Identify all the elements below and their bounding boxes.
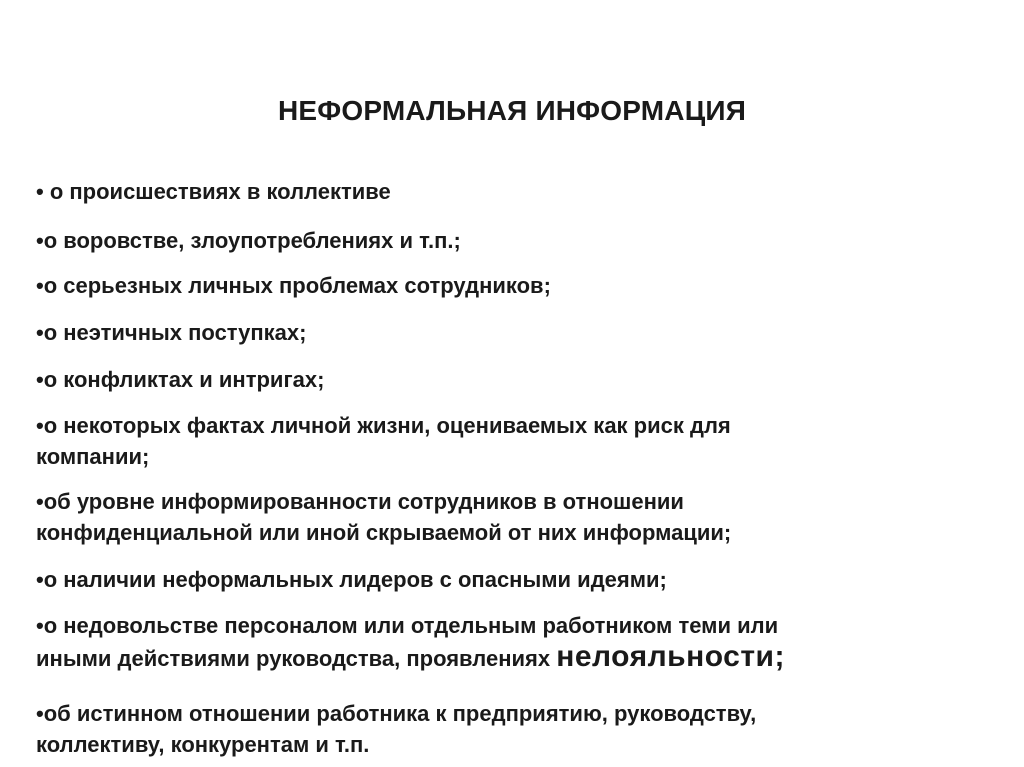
bullet-marker: • xyxy=(36,567,44,592)
item-text: о недовольстве персоналом или отдельным работником теми или xyxy=(43,613,779,638)
list-item xyxy=(36,225,996,256)
item-text-continuation: коллективу, конкурентам и т.п. xyxy=(36,732,370,757)
list-item xyxy=(36,176,996,207)
list-item xyxy=(36,410,996,472)
list-item xyxy=(36,698,996,760)
bullet-marker: • xyxy=(36,413,44,438)
list-item xyxy=(36,364,996,395)
bullet-marker: • xyxy=(36,228,44,253)
bullet-marker: • xyxy=(36,179,50,204)
item-text: о происшествиях в коллективе xyxy=(49,179,391,204)
slide-title: НЕФОРМАЛЬНАЯ ИНФОРМАЦИЯ xyxy=(277,95,747,126)
list-item xyxy=(36,610,996,674)
bullet-marker: • xyxy=(36,367,44,392)
bullet-marker: • xyxy=(36,489,44,514)
item-text: об истинном отношении работника к предприятию, руководству, xyxy=(43,701,757,726)
item-text: о конфликтах и интригах; xyxy=(43,367,325,392)
item-text: о некоторых фактах личной жизни, оцениваемых как риск для xyxy=(43,413,731,438)
item-text: о серьезных личных проблемах сотрудников; xyxy=(43,273,551,298)
item-text: о наличии неформальных лидеров с опасными идеями; xyxy=(43,567,667,592)
bullet-marker: • xyxy=(36,320,44,345)
emphasized-word: нелояльности; xyxy=(556,640,785,673)
item-text-continuation: компании; xyxy=(36,444,150,469)
list-item xyxy=(36,564,996,595)
item-text-continuation: иными действиями руководства, проявлениях xyxy=(36,646,557,671)
bullet-marker: • xyxy=(36,613,44,638)
list-item xyxy=(36,486,996,548)
bullet-marker: • xyxy=(36,273,44,298)
list-item xyxy=(36,270,996,301)
item-text: о неэтичных поступках; xyxy=(43,320,307,345)
item-text: об уровне информированности сотрудников в отношении xyxy=(43,489,684,514)
bullet-marker: • xyxy=(36,701,44,726)
item-text-continuation: конфиденциальной или иной скрываемой от них информации; xyxy=(36,520,732,545)
item-text: о воровстве, злоупотреблениях и т.п.; xyxy=(43,228,461,253)
list-item xyxy=(36,317,996,348)
